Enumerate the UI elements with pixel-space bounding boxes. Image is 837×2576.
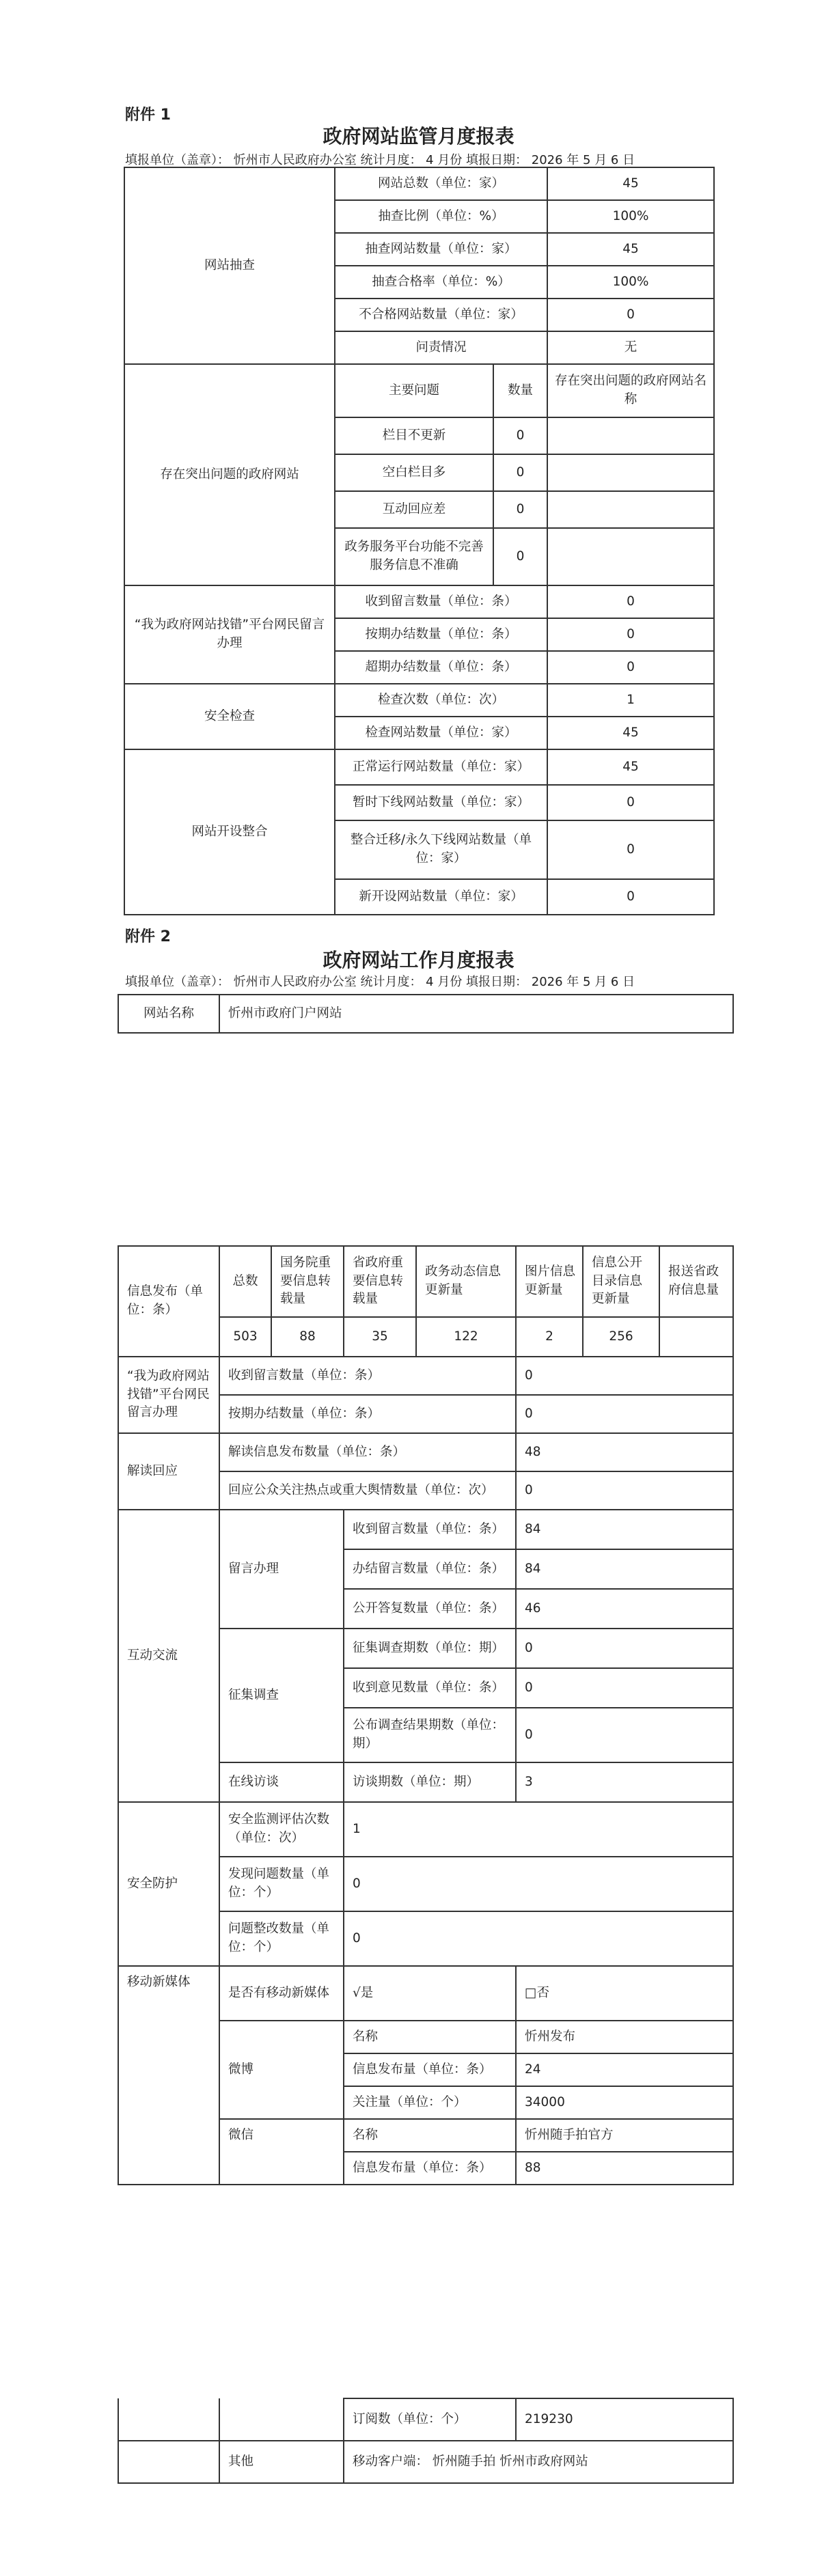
subsection-online-interview: 在线访谈 (219, 1762, 344, 1802)
row-value: 45 (547, 717, 714, 749)
row-value: 无 (547, 331, 714, 364)
subsection-survey: 征集调查 (219, 1629, 344, 1762)
supervision-report (124, 167, 715, 915)
row-value: 45 (547, 167, 714, 200)
row-value: 34000 (516, 2086, 733, 2119)
row-label: 网站总数（单位：家） (335, 167, 547, 200)
attachment-1-label: 附件 1 (125, 107, 171, 124)
row-label: 抽查比例（单位：%） (335, 200, 547, 233)
report-2-meta: 填报单位（盖章）： 忻州市人民政府办公室 统计月度： 4 月份 填报日期： 2026 年 5 月 6 日 (125, 975, 635, 989)
row-value: 0 (493, 454, 547, 491)
row-value: 219230 (516, 2398, 733, 2441)
table-row (118, 1510, 733, 1549)
row-value: 84 (516, 1549, 733, 1589)
row-label: 办结留言数量（单位：条） (344, 1549, 516, 1589)
row-value: 24 (516, 2053, 733, 2086)
table-row (124, 684, 714, 717)
row-value: 0 (547, 585, 714, 618)
table-row (118, 995, 733, 1033)
row-value: 0 (547, 651, 714, 684)
subsection-wechat-cont (219, 2398, 344, 2441)
row-value: 0 (516, 1708, 733, 1762)
row-value: 0 (547, 618, 714, 651)
row-label: 收到意见数量（单位：条） (344, 1668, 516, 1708)
col-header: 图片信息更新量 (516, 1246, 583, 1317)
section-mobile-media-cont (118, 2398, 219, 2441)
row-label: 互动回应差 (335, 491, 493, 528)
row-sites (547, 528, 714, 585)
row-value: 0 (547, 299, 714, 331)
row-value: 0 (516, 1357, 733, 1395)
row-label: 访谈期数（单位：期） (344, 1762, 516, 1802)
section-safety: 安全防护 (118, 1802, 219, 1966)
row-label: 名称 (344, 2021, 516, 2053)
section-problem-sites: 存在突出问题的政府网站 (124, 364, 335, 585)
row-label: 信息发布量（单位：条） (344, 2053, 516, 2086)
row-value: 100% (547, 266, 714, 299)
cell-value: 256 (583, 1317, 659, 1357)
col-header-count: 数量 (493, 364, 547, 417)
subsection-wechat: 微信 (219, 2119, 344, 2185)
cell-value: 88 (271, 1317, 344, 1357)
table-row (118, 1246, 733, 1317)
row-label: 整合迁移/永久下线网站数量（单位：家） (335, 820, 547, 879)
row-value: 0 (516, 1668, 733, 1708)
row-label: 抽查合格率（单位：%） (335, 266, 547, 299)
row-label: 名称 (344, 2119, 516, 2152)
section-interaction: 互动交流 (118, 1510, 219, 1802)
section-website-check: 网站抽查 (124, 167, 335, 364)
row-label: 收到留言数量（单位：条） (335, 585, 547, 618)
table-row (118, 1966, 733, 2021)
row-value: 88 (516, 2152, 733, 2185)
row-label: 暂时下线网站数量（单位：家） (335, 785, 547, 820)
cell-value: 503 (219, 1317, 271, 1357)
row-sites (547, 454, 714, 491)
row-value: 46 (516, 1589, 733, 1629)
row-label: 收到留言数量（单位：条） (219, 1357, 516, 1395)
subsection-weibo: 微博 (219, 2021, 344, 2119)
row-label: 关注量（单位：个） (344, 2086, 516, 2119)
table-row (124, 364, 714, 417)
other-apps: 移动客户端： 忻州随手拍 忻州市政府网站 (344, 2441, 733, 2483)
col-header: 国务院重要信息转载量 (271, 1246, 344, 1317)
row-label: 检查网站数量（单位：家） (335, 717, 547, 749)
row-label: 解读信息发布数量（单位：条） (219, 1433, 516, 1471)
option-yes: √是 (344, 1966, 516, 2021)
row-sites (547, 417, 714, 454)
col-header: 政务动态信息更新量 (416, 1246, 516, 1317)
cell-value (659, 1317, 733, 1357)
row-label: 政务服务平台功能不完善服务信息不准确 (335, 528, 493, 585)
row-label: 收到留言数量（单位：条） (344, 1510, 516, 1549)
cell-value: 35 (344, 1317, 416, 1357)
section-interpret: 解读回应 (118, 1433, 219, 1510)
row-value: 1 (547, 684, 714, 717)
table-row (118, 1802, 733, 1857)
row-value: 0 (493, 491, 547, 528)
row-label: 不合格网站数量（单位：家） (335, 299, 547, 331)
cell-value: 2 (516, 1317, 583, 1357)
section-error-report: “我为政府网站找错”平台网民留言办理 (118, 1357, 219, 1433)
report-1-meta: 填报单位（盖章）： 忻州市人民政府办公室 统计月度： 4 月份 填报日期： 2026 年 5 月 6 日 (125, 153, 635, 167)
row-value: 0 (516, 1471, 733, 1510)
row-value: 0 (547, 879, 714, 915)
row-value: 0 (344, 1911, 733, 1966)
table-row (124, 167, 714, 200)
row-value: 45 (547, 749, 714, 785)
site-name-table (118, 994, 734, 1034)
site-name-label: 网站名称 (118, 995, 219, 1033)
section-mobile-media: 移动新媒体 (118, 1966, 219, 2185)
section-mobile-media-cont (118, 2441, 219, 2483)
row-value: 0 (547, 785, 714, 820)
table-row (124, 585, 714, 618)
col-header: 报送省政府信息量 (659, 1246, 733, 1317)
report-2-title: 政府网站工作月度报表 (323, 949, 514, 971)
row-label: 抽查网站数量（单位：家） (335, 233, 547, 266)
site-name-value: 忻州市政府门户网站 (219, 995, 733, 1033)
col-header: 信息公开目录信息更新量 (583, 1246, 659, 1317)
row-value: 忻州发布 (516, 2021, 733, 2053)
row-label: 超期办结数量（单位：条） (335, 651, 547, 684)
row-label: 栏目不更新 (335, 417, 493, 454)
row-value: 0 (516, 1629, 733, 1668)
row-value: 45 (547, 233, 714, 266)
row-value: 3 (516, 1762, 733, 1802)
row-label: 回应公众关注热点或重大舆情数量（单位：次） (219, 1471, 516, 1510)
row-label: 检查次数（单位：次） (335, 684, 547, 717)
row-label: 按期办结数量（单位：条） (335, 618, 547, 651)
section-error-report: “我为政府网站找错”平台网民留言办理 (124, 585, 335, 684)
row-value: 忻州随手拍官方 (516, 2119, 733, 2152)
option-no: □否 (516, 1966, 733, 2021)
row-label: 征集调查期数（单位：期） (344, 1629, 516, 1668)
row-label: 问责情况 (335, 331, 547, 364)
row-label: 空白栏目多 (335, 454, 493, 491)
section-site-integration: 网站开设整合 (124, 749, 335, 915)
work-report-table (118, 1245, 734, 2185)
row-label: 新开设网站数量（单位：家） (335, 879, 547, 915)
table-row (118, 2441, 733, 2483)
row-value: 48 (516, 1433, 733, 1471)
row-label: 问题整改数量（单位：个） (219, 1911, 344, 1966)
table-row (124, 749, 714, 785)
table-row (118, 1433, 733, 1471)
subsection-other: 其他 (219, 2441, 344, 2483)
section-security-check: 安全检查 (124, 684, 335, 749)
col-header: 省政府重要信息转载量 (344, 1246, 416, 1317)
table-row (118, 1357, 733, 1395)
col-header-issue: 主要问题 (335, 364, 493, 417)
row-label: 是否有移动新媒体 (219, 1966, 344, 2021)
row-value: 100% (547, 200, 714, 233)
row-value: 1 (344, 1802, 733, 1857)
col-header-sites: 存在突出问题的政府网站名称 (547, 364, 714, 417)
col-header: 总数 (219, 1246, 271, 1317)
row-label: 安全监测评估次数（单位：次） (219, 1802, 344, 1857)
row-label: 公开答复数量（单位：条） (344, 1589, 516, 1629)
row-value: 0 (547, 820, 714, 879)
row-value: 84 (516, 1510, 733, 1549)
table-row (118, 2398, 733, 2441)
row-label: 订阅数（单位：个） (344, 2398, 516, 2441)
subsection-messages: 留言办理 (219, 1510, 344, 1629)
row-label: 正常运行网站数量（单位：家） (335, 749, 547, 785)
attachment-2-label: 附件 2 (125, 928, 171, 945)
row-value: 0 (344, 1857, 733, 1911)
row-label: 公布调查结果期数（单位：期） (344, 1708, 516, 1762)
report-1-title: 政府网站监管月度报表 (323, 125, 514, 148)
row-label: 按期办结数量（单位：条） (219, 1395, 516, 1433)
row-label: 发现问题数量（单位：个） (219, 1857, 344, 1911)
row-sites (547, 491, 714, 528)
cell-value: 122 (416, 1317, 516, 1357)
row-value: 0 (493, 528, 547, 585)
section-info-publish: 信息发布（单位：条） (118, 1246, 219, 1357)
row-label: 信息发布量（单位：条） (344, 2152, 516, 2185)
continuation-table (118, 2398, 734, 2484)
row-value: 0 (516, 1395, 733, 1433)
row-value: 0 (493, 417, 547, 454)
